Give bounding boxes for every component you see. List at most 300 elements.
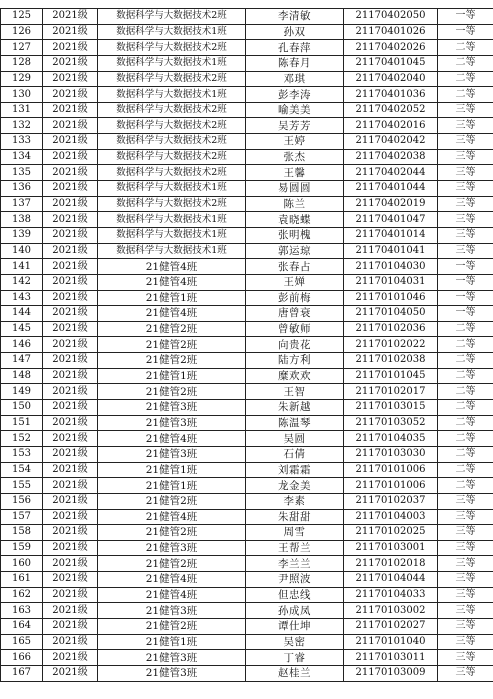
student-id-cell: 21170104033 [344,587,438,603]
award-level-cell: 三等 [438,572,493,588]
student-id-cell: 21170104030 [344,259,438,275]
student-id-cell: 21170104044 [344,572,438,588]
row-number-cell: 157 [1,509,43,525]
class-cell: 21健管2班 [98,556,246,572]
student-name-cell: 丁睿 [246,650,344,666]
grade-cell: 2021级 [43,462,98,478]
row-number-cell: 143 [1,290,43,306]
award-level-cell: 三等 [438,181,493,197]
student-name-cell: 郭运琼 [246,243,344,259]
student-id-cell: 21170103001 [344,540,438,556]
award-level-cell: 一等 [438,290,493,306]
student-name-cell: 彭李涛 [246,87,344,103]
student-id-cell: 21170402052 [344,102,438,118]
student-id-cell: 21170402026 [344,40,438,56]
award-level-cell: 二等 [438,55,493,71]
row-number-cell: 166 [1,650,43,666]
student-id-cell: 21170101046 [344,290,438,306]
grade-cell: 2021级 [43,384,98,400]
student-id-cell: 21170102027 [344,618,438,634]
student-name-cell: 王婷 [246,134,344,150]
row-number-cell: 151 [1,415,43,431]
row-number-cell: 161 [1,572,43,588]
row-number-cell: 149 [1,384,43,400]
student-id-cell: 21170401041 [344,243,438,259]
student-name-cell: 陈温琴 [246,415,344,431]
student-name-cell: 吴密 [246,634,344,650]
student-name-cell: 李素 [246,493,344,509]
class-cell: 21健管3班 [98,603,246,619]
award-level-cell: 二等 [438,337,493,353]
class-cell: 数据科学与大数据技术2班 [98,134,246,150]
table-row [1,337,493,353]
grade-cell: 2021级 [43,118,98,134]
row-number-cell: 164 [1,618,43,634]
grade-cell: 2021级 [43,165,98,181]
row-number-cell: 142 [1,274,43,290]
row-number-cell: 138 [1,212,43,228]
award-level-cell: 二等 [438,415,493,431]
table-row [1,227,493,243]
student-name-cell: 糜欢欢 [246,368,344,384]
award-level-cell: 二等 [438,353,493,369]
row-number-cell: 137 [1,196,43,212]
grade-cell: 2021级 [43,493,98,509]
row-number-cell: 155 [1,478,43,494]
row-number-cell: 132 [1,118,43,134]
grade-cell: 2021级 [43,134,98,150]
row-number-cell: 131 [1,102,43,118]
row-number-cell: 158 [1,525,43,541]
award-level-cell: 三等 [438,212,493,228]
class-cell: 数据科学与大数据技术1班 [98,55,246,71]
class-cell: 21健管2班 [98,384,246,400]
table-row [1,493,493,509]
class-cell: 21健管4班 [98,259,246,275]
grade-cell: 2021级 [43,525,98,541]
row-number-cell: 125 [1,9,43,25]
award-level-cell: 二等 [438,462,493,478]
student-name-cell: 向贵花 [246,337,344,353]
student-id-cell: 21170101040 [344,634,438,650]
table-row [1,134,493,150]
row-number-cell: 160 [1,556,43,572]
grade-cell: 2021级 [43,290,98,306]
award-level-cell: 三等 [438,509,493,525]
student-id-cell: 21170103009 [344,665,438,681]
table-row [1,55,493,71]
row-number-cell: 145 [1,321,43,337]
grade-cell: 2021级 [43,9,98,25]
award-level-cell: 二等 [438,321,493,337]
award-level-cell: 三等 [438,556,493,572]
student-name-cell: 张春占 [246,259,344,275]
student-id-cell: 21170102036 [344,321,438,337]
grade-cell: 2021级 [43,181,98,197]
table-row [1,446,493,462]
award-level-cell: 三等 [438,165,493,181]
student-id-cell: 21170104035 [344,431,438,447]
grade-cell: 2021级 [43,556,98,572]
class-cell: 21健管3班 [98,446,246,462]
class-cell: 数据科学与大数据技术2班 [98,9,246,25]
award-level-cell: 三等 [438,650,493,666]
award-level-cell: 三等 [438,665,493,681]
table-row [1,462,493,478]
table-row [1,650,493,666]
row-number-cell: 146 [1,337,43,353]
table-row [1,243,493,259]
student-id-cell: 21170401044 [344,181,438,197]
grade-cell: 2021级 [43,306,98,322]
table-row [1,431,493,447]
table-row [1,540,493,556]
table-row [1,525,493,541]
award-level-cell: 三等 [438,634,493,650]
student-id-cell: 21170402050 [344,9,438,25]
student-name-cell: 王智 [246,384,344,400]
row-number-cell: 130 [1,87,43,103]
award-level-cell: 二等 [438,384,493,400]
grade-cell: 2021级 [43,572,98,588]
table-row [1,196,493,212]
table-row [1,181,493,197]
table-row [1,587,493,603]
row-number-cell: 134 [1,149,43,165]
row-number-cell: 133 [1,134,43,150]
student-name-cell: 石倩 [246,446,344,462]
student-id-cell: 21170401047 [344,212,438,228]
class-cell: 21健管4班 [98,274,246,290]
table-row [1,353,493,369]
student-name-cell: 朱新越 [246,400,344,416]
class-cell: 21健管2班 [98,493,246,509]
grade-cell: 2021级 [43,337,98,353]
class-cell: 数据科学与大数据技术1班 [98,243,246,259]
row-number-cell: 152 [1,431,43,447]
student-id-cell: 21170102025 [344,525,438,541]
grade-cell: 2021级 [43,634,98,650]
student-id-cell: 21170401026 [344,24,438,40]
student-id-cell: 21170401036 [344,87,438,103]
student-name-cell: 赵桂兰 [246,665,344,681]
table-row [1,306,493,322]
grade-cell: 2021级 [43,587,98,603]
award-level-cell: 三等 [438,149,493,165]
row-number-cell: 148 [1,368,43,384]
grade-cell: 2021级 [43,102,98,118]
grade-cell: 2021级 [43,446,98,462]
table-row [1,478,493,494]
table-row [1,572,493,588]
class-cell: 21健管3班 [98,665,246,681]
grade-cell: 2021级 [43,212,98,228]
grade-cell: 2021级 [43,87,98,103]
grade-cell: 2021级 [43,603,98,619]
row-number-cell: 147 [1,353,43,369]
award-level-cell: 三等 [438,227,493,243]
class-cell: 21健管1班 [98,462,246,478]
class-cell: 21健管2班 [98,618,246,634]
student-name-cell: 但忠线 [246,587,344,603]
table-row [1,40,493,56]
student-id-cell: 21170402016 [344,118,438,134]
class-cell: 21健管4班 [98,572,246,588]
award-level-cell: 二等 [438,40,493,56]
student-name-cell: 陈春月 [246,55,344,71]
row-number-cell: 167 [1,665,43,681]
row-number-cell: 141 [1,259,43,275]
student-id-cell: 21170102038 [344,353,438,369]
table-row [1,509,493,525]
award-level-cell: 一等 [438,306,493,322]
row-number-cell: 139 [1,227,43,243]
table-row [1,415,493,431]
class-cell: 21健管1班 [98,290,246,306]
student-name-cell: 李清敏 [246,9,344,25]
row-number-cell: 136 [1,181,43,197]
student-id-cell: 21170103011 [344,650,438,666]
table-row [1,368,493,384]
class-cell: 21健管2班 [98,321,246,337]
row-number-cell: 163 [1,603,43,619]
award-level-cell: 三等 [438,618,493,634]
grade-cell: 2021级 [43,321,98,337]
student-id-cell: 21170102037 [344,493,438,509]
class-cell: 21健管4班 [98,509,246,525]
row-number-cell: 144 [1,306,43,322]
award-level-cell: 三等 [438,525,493,541]
row-number-cell: 153 [1,446,43,462]
student-name-cell: 吴芳芳 [246,118,344,134]
award-list-table [0,8,493,682]
student-name-cell: 周雪 [246,525,344,541]
student-id-cell: 21170402044 [344,165,438,181]
table-row [1,87,493,103]
table-row [1,118,493,134]
class-cell: 数据科学与大数据技术2班 [98,149,246,165]
grade-cell: 2021级 [43,540,98,556]
student-id-cell: 21170402038 [344,149,438,165]
table-row [1,290,493,306]
class-cell: 21健管4班 [98,306,246,322]
student-name-cell: 吴圆 [246,431,344,447]
table-row [1,384,493,400]
student-name-cell: 陈兰 [246,196,344,212]
student-id-cell: 21170103002 [344,603,438,619]
grade-cell: 2021级 [43,259,98,275]
table-row [1,274,493,290]
student-name-cell: 龙金美 [246,478,344,494]
table-body [1,9,493,682]
award-level-cell: 三等 [438,587,493,603]
row-number-cell: 150 [1,400,43,416]
row-number-cell: 154 [1,462,43,478]
student-id-cell: 21170103030 [344,446,438,462]
class-cell: 21健管1班 [98,368,246,384]
award-level-cell: 三等 [438,540,493,556]
student-name-cell: 王婵 [246,274,344,290]
award-level-cell: 二等 [438,87,493,103]
grade-cell: 2021级 [43,149,98,165]
table-row [1,102,493,118]
student-id-cell: 21170102018 [344,556,438,572]
class-cell: 21健管4班 [98,431,246,447]
grade-cell: 2021级 [43,227,98,243]
student-name-cell: 彭前梅 [246,290,344,306]
class-cell: 数据科学与大数据技术1班 [98,24,246,40]
table-row [1,556,493,572]
grade-cell: 2021级 [43,431,98,447]
student-name-cell: 曾敏师 [246,321,344,337]
student-name-cell: 孙双 [246,24,344,40]
student-name-cell: 尹照波 [246,572,344,588]
grade-cell: 2021级 [43,196,98,212]
student-id-cell: 21170102022 [344,337,438,353]
row-number-cell: 165 [1,634,43,650]
row-number-cell: 140 [1,243,43,259]
grade-cell: 2021级 [43,243,98,259]
grade-cell: 2021级 [43,650,98,666]
table-row [1,665,493,681]
student-id-cell: 21170103015 [344,400,438,416]
table-row [1,149,493,165]
class-cell: 21健管4班 [98,587,246,603]
grade-cell: 2021级 [43,71,98,87]
table-row [1,634,493,650]
student-name-cell: 喻美美 [246,102,344,118]
award-level-cell: 一等 [438,24,493,40]
row-number-cell: 156 [1,493,43,509]
award-level-cell: 三等 [438,102,493,118]
grade-cell: 2021级 [43,400,98,416]
award-level-cell: 二等 [438,431,493,447]
award-level-cell: 三等 [438,134,493,150]
grade-cell: 2021级 [43,415,98,431]
student-id-cell: 21170401014 [344,227,438,243]
award-level-cell: 二等 [438,446,493,462]
student-name-cell: 王馨 [246,165,344,181]
table-row [1,9,493,25]
student-name-cell: 谭仕坤 [246,618,344,634]
student-name-cell: 袁晓蝶 [246,212,344,228]
student-id-cell: 21170402042 [344,134,438,150]
student-id-cell: 21170104031 [344,274,438,290]
award-level-cell: 一等 [438,9,493,25]
award-level-cell: 二等 [438,71,493,87]
award-level-cell: 三等 [438,493,493,509]
table-row [1,400,493,416]
table-row [1,24,493,40]
award-level-cell: 三等 [438,603,493,619]
grade-cell: 2021级 [43,353,98,369]
award-level-cell: 二等 [438,400,493,416]
student-name-cell: 孙成凤 [246,603,344,619]
table-row [1,165,493,181]
student-name-cell: 李兰兰 [246,556,344,572]
class-cell: 数据科学与大数据技术2班 [98,118,246,134]
class-cell: 数据科学与大数据技术2班 [98,71,246,87]
award-level-cell: 二等 [438,478,493,494]
award-level-cell: 一等 [438,274,493,290]
student-id-cell: 21170101006 [344,462,438,478]
award-level-cell: 二等 [438,368,493,384]
row-number-cell: 128 [1,55,43,71]
student-name-cell: 张杰 [246,149,344,165]
student-id-cell: 21170401045 [344,55,438,71]
class-cell: 数据科学与大数据技术1班 [98,87,246,103]
class-cell: 21健管2班 [98,353,246,369]
award-level-cell: 三等 [438,243,493,259]
class-cell: 数据科学与大数据技术1班 [98,181,246,197]
student-name-cell: 陆方利 [246,353,344,369]
student-name-cell: 孔春萍 [246,40,344,56]
row-number-cell: 127 [1,40,43,56]
table-row [1,618,493,634]
row-number-cell: 126 [1,24,43,40]
award-level-cell: 三等 [438,196,493,212]
class-cell: 数据科学与大数据技术2班 [98,196,246,212]
student-id-cell: 21170101006 [344,478,438,494]
class-cell: 21健管3班 [98,650,246,666]
class-cell: 21健管2班 [98,525,246,541]
award-level-cell: 三等 [438,118,493,134]
row-number-cell: 159 [1,540,43,556]
table-row [1,212,493,228]
class-cell: 数据科学与大数据技术1班 [98,227,246,243]
student-name-cell: 朱甜甜 [246,509,344,525]
class-cell: 数据科学与大数据技术1班 [98,212,246,228]
student-id-cell: 21170103052 [344,415,438,431]
class-cell: 21健管3班 [98,400,246,416]
row-number-cell: 135 [1,165,43,181]
grade-cell: 2021级 [43,509,98,525]
table-row [1,321,493,337]
student-name-cell: 易圆圆 [246,181,344,197]
grade-cell: 2021级 [43,55,98,71]
student-name-cell: 邓琪 [246,71,344,87]
student-id-cell: 21170104003 [344,509,438,525]
grade-cell: 2021级 [43,24,98,40]
student-id-cell: 21170102017 [344,384,438,400]
student-id-cell: 21170101045 [344,368,438,384]
student-id-cell: 21170402040 [344,71,438,87]
student-id-cell: 21170402019 [344,196,438,212]
grade-cell: 2021级 [43,274,98,290]
class-cell: 数据科学与大数据技术2班 [98,165,246,181]
class-cell: 数据科学与大数据技术2班 [98,102,246,118]
class-cell: 21健管2班 [98,337,246,353]
student-id-cell: 21170104050 [344,306,438,322]
class-cell: 21健管1班 [98,478,246,494]
student-name-cell: 唐曾衰 [246,306,344,322]
row-number-cell: 129 [1,71,43,87]
class-cell: 21健管1班 [98,634,246,650]
grade-cell: 2021级 [43,665,98,681]
grade-cell: 2021级 [43,368,98,384]
grade-cell: 2021级 [43,478,98,494]
award-level-cell: 一等 [438,259,493,275]
grade-cell: 2021级 [43,40,98,56]
table-row [1,603,493,619]
table-row [1,259,493,275]
row-number-cell: 162 [1,587,43,603]
grade-cell: 2021级 [43,618,98,634]
class-cell: 数据科学与大数据技术2班 [98,40,246,56]
student-name-cell: 王帮兰 [246,540,344,556]
class-cell: 21健管3班 [98,415,246,431]
table-row [1,71,493,87]
